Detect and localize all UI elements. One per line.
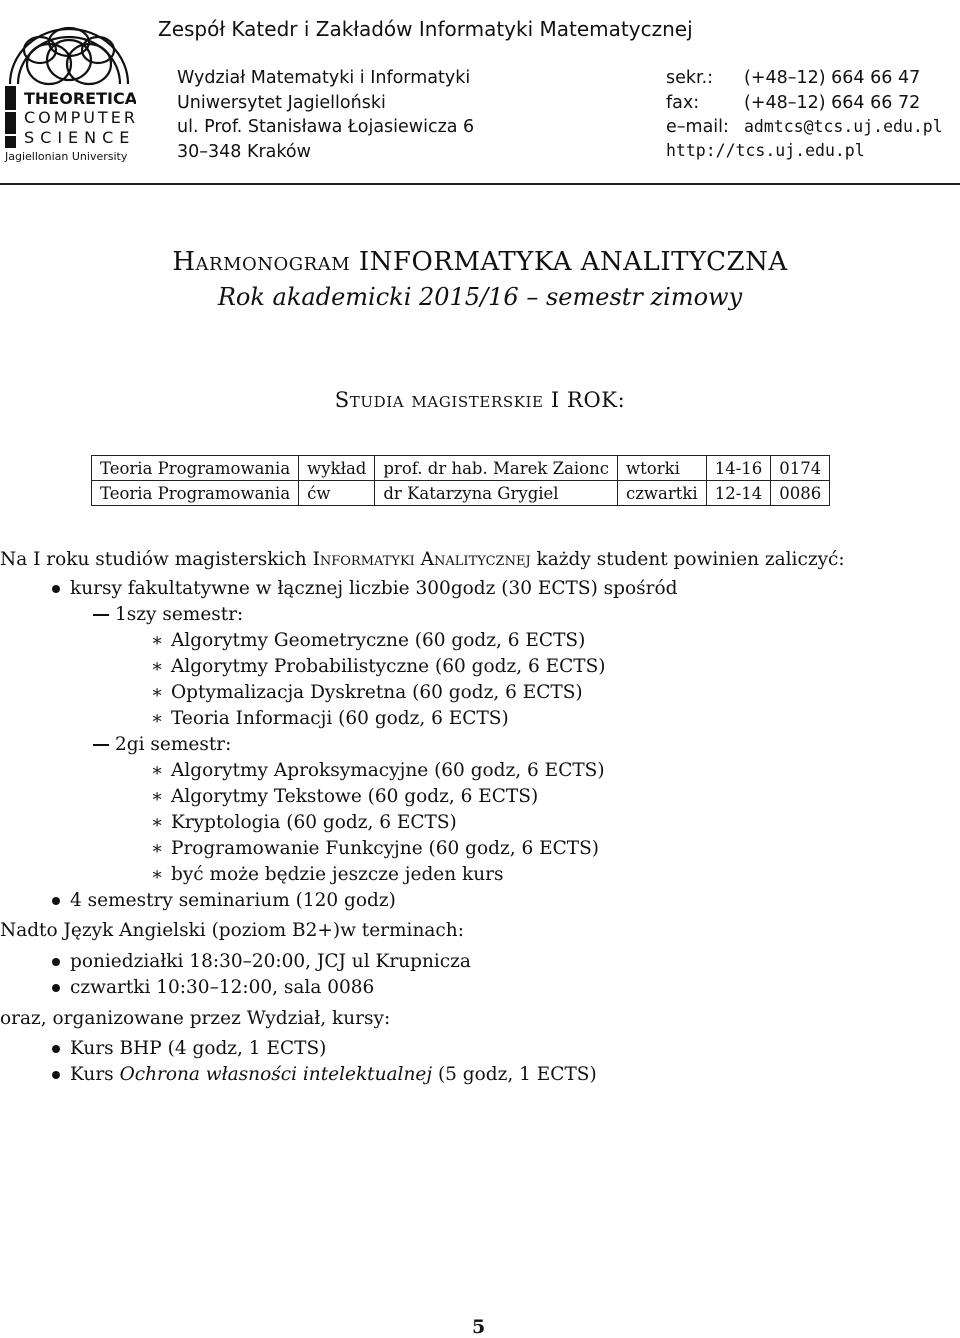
bullet-icon (52, 984, 60, 992)
course-item: Algorytmy Tekstowe (60 godz, 6 ECTS) (171, 786, 539, 807)
bullet-icon (52, 1045, 60, 1053)
asterisk-icon: ∗ (151, 838, 164, 859)
address-street: ul. Prof. Stanisława Łojasiewicza 6 (177, 117, 475, 137)
table-cell-lecturer: dr Katarzyna Grygiel (375, 481, 618, 506)
english-term: poniedziałki 18:30–20:00, JCJ ul Krupnicza (70, 951, 471, 972)
table-cell-type: wykład (299, 456, 375, 481)
email-label: e–mail: (666, 117, 729, 137)
ip-course-prefix: Kurs (70, 1064, 120, 1085)
course-item: Algorytmy Aproksymacyjne (60 godz, 6 ECTS) (171, 760, 605, 781)
schedule-table (91, 455, 830, 506)
table-row (92, 456, 830, 481)
table-cell-time: 12-14 (706, 481, 771, 506)
semester-2-label: 2gi semestr: (115, 734, 232, 755)
contact-labels (666, 66, 729, 140)
page-number: 5 (472, 1316, 486, 1338)
english-term: czwartki 10:30–12:00, sala 0086 (70, 977, 375, 998)
ip-course-title: Ochrona własności intelektualnej (119, 1064, 433, 1085)
electives-item: kursy fakultatywne w łącznej liczbie 300godz (30 ECTS) spośród (70, 578, 678, 599)
table-cell-room: 0174 (771, 456, 830, 481)
intro-text-c: każdy student powinien zaliczyć: (530, 549, 845, 570)
table-cell-course: Teoria Programowania (92, 481, 299, 506)
bullet-icon (52, 585, 60, 593)
bhp-course: Kurs BHP (4 godz, 1 ECTS) (70, 1038, 327, 1059)
address-block (177, 66, 474, 164)
table-cell-time: 14-16 (706, 456, 771, 481)
document-subtitle: Rok akademicki 2015/16 – semestr zimowy (217, 283, 743, 311)
table-cell-type: ćw (299, 481, 375, 506)
email-link[interactable]: admtcs@tcs.uj.edu.pl (744, 117, 943, 136)
table-cell-lecturer: prof. dr hab. Marek Zaionc (375, 456, 618, 481)
course-item: Programowanie Funkcyjne (60 godz, 6 ECTS) (171, 838, 600, 859)
english-paragraph: Nadto Język Angielski (poziom B2+)w terminach: (0, 920, 464, 941)
logo-line-4: Jagiellonian University (5, 150, 128, 162)
logo-line-3: SCIENCE (24, 128, 136, 147)
asterisk-icon: ∗ (151, 760, 164, 781)
course-item: być może będzie jeszcze jeden kurs (171, 864, 504, 885)
table-cell-room: 0086 (771, 481, 830, 506)
faculty-courses-paragraph: oraz, organizowane przez Wydział, kursy: (0, 1008, 391, 1029)
asterisk-icon: ∗ (151, 630, 164, 651)
intro-program: Informatyki Analitycznej (312, 549, 531, 570)
course-item: Algorytmy Probabilistyczne (60 godz, 6 ECTS) (171, 656, 606, 677)
department-name: Zespół Katedr i Zakładów Informatyki Matematycznej (158, 17, 693, 41)
title-program: INFORMATYKA ANALITYCZNA (358, 247, 788, 277)
ip-course (70, 1064, 597, 1085)
address-faculty: Wydział Matematyki i Informatyki (177, 68, 471, 88)
table-cell-course: Teoria Programowania (92, 456, 299, 481)
table-row (92, 481, 830, 506)
course-item: Optymalizacja Dyskretna (60 godz, 6 ECTS) (171, 682, 583, 703)
address-city: 30–348 Kraków (177, 141, 311, 162)
address-university: Uniwersytet Jagielloński (177, 92, 386, 113)
phone-number: (+48–12) 664 66 47 (744, 68, 921, 88)
phone-label: sekr.: (666, 68, 714, 88)
intro-paragraph (0, 549, 845, 570)
asterisk-icon: ∗ (151, 812, 164, 833)
asterisk-icon: ∗ (151, 786, 164, 807)
course-item: Teoria Informacji (60 godz, 6 ECTS) (171, 708, 509, 729)
contact-values (744, 66, 943, 140)
intro-text-a: Na I roku studiów magisterskich (0, 549, 313, 570)
course-item: Algorytmy Geometryczne (60 godz, 6 ECTS) (171, 630, 586, 651)
asterisk-icon: ∗ (151, 656, 164, 677)
seminar-item: 4 semestry seminarium (120 godz) (70, 890, 396, 911)
fax-label: fax: (666, 92, 700, 113)
asterisk-icon: ∗ (151, 708, 164, 729)
bullet-icon (52, 1071, 60, 1079)
bullet-icon (52, 958, 60, 966)
table-cell-day: czwartki (618, 481, 707, 506)
ip-course-suffix: (5 godz, 1 ECTS) (432, 1064, 597, 1085)
logo-line-1: THEORETICAL (24, 89, 136, 108)
tcs-logo (2, 20, 136, 162)
section-heading: Studia magisterskie I ROK: (334, 388, 626, 412)
header-divider (0, 183, 960, 185)
title-harmonogram: Harmonogram (172, 247, 351, 277)
asterisk-icon: ∗ (151, 864, 164, 885)
table-cell-day: wtorki (618, 456, 707, 481)
dash-icon (93, 614, 109, 616)
document-title (0, 247, 960, 277)
course-item: Kryptologia (60 godz, 6 ECTS) (171, 812, 457, 833)
fax-number: (+48–12) 664 66 72 (744, 92, 921, 113)
logo-line-2: COMPUTER (24, 108, 136, 127)
dash-icon (93, 744, 109, 746)
semester-1-label: 1szy semestr: (115, 604, 244, 625)
asterisk-icon: ∗ (151, 682, 164, 703)
logo-graphic (2, 20, 136, 162)
bullet-icon (52, 897, 60, 905)
website-link[interactable]: http://tcs.uj.edu.pl (666, 141, 865, 160)
